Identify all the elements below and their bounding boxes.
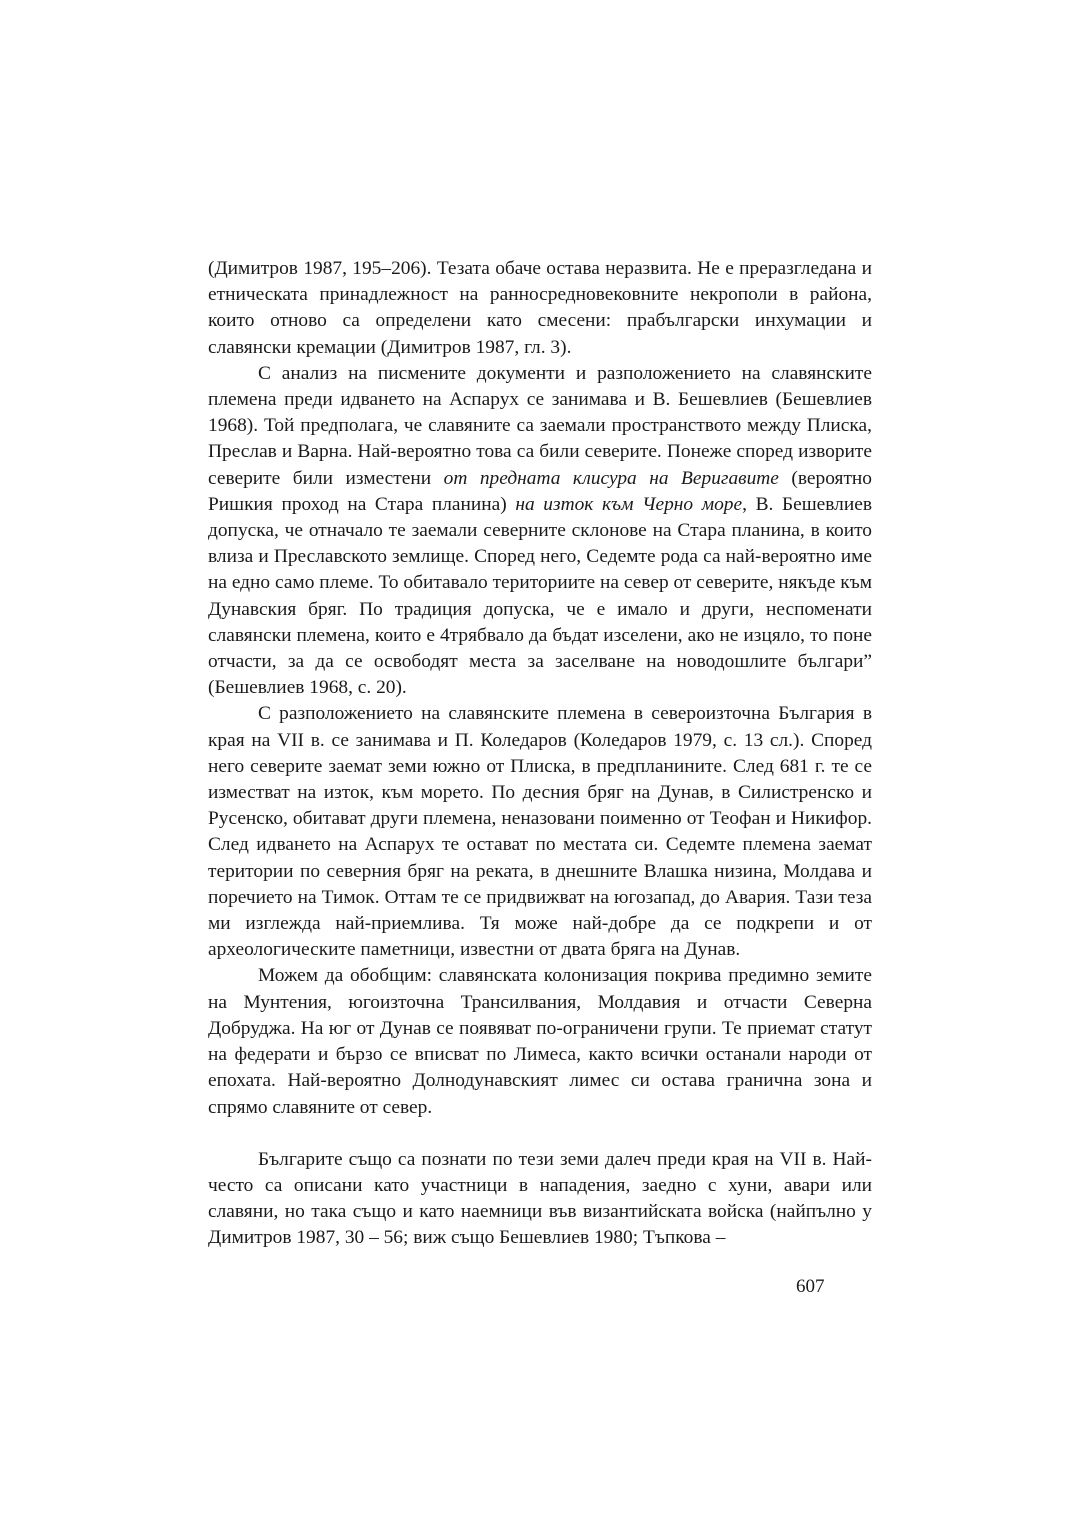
paragraph-4-text: Можем да обобщим: славянската колонизация покрива предимно земите на Мунтения, югоизточна Трансилвания, Молдавия и отчасти Северна Добруджа. На юг от Дунав се появяват по-ограничени групи. Те приемат статут на федерати и бързо се вписват по Лимеса, както всички останали народи от епохата. Най-вероятно Долнодунавският лимес си остава гранична зона и спрямо славяните от север. <box>208 965 872 1118</box>
paragraph-2-text-b: (вероятно Ришкия проход на Стара планина) <box>208 467 872 515</box>
paragraph-2-text-a: С анализ на писмените документи и разположението на славянските племена преди идването на Аспарух се занимава и В. Бешевлиев (Бешевлиев 1968). Той предполага, че славяните са заемали пространството между Плиска, Преслав и Варна. Най-вероятно това са били северите. Понеже според изворите северите били изместени <box>208 362 872 489</box>
paragraph-5 <box>208 1147 872 1252</box>
paragraph-5-text: Българите също са познати по тези земи далеч преди края на VII в. Най-често са описани като участници в нападения, заедно с хуни, авари или славяни, но така също и като наемници във византийската войска (найпълно у Димитров 1987, 30 – 56; виж също Бешевлиев 1980; Тъпкова – <box>208 1148 872 1249</box>
paragraph-3-text: С разположението на славянските племена в североизточна България в края на VII в. се занимава и П. Коледаров (Коледаров 1979, с. 13 сл.). Според него северите заемат земи южно от Плиска, в предпланините. След 681 г. те се изместват на изток, към морето. По десния бряг на Дунав, в Силистренско и Русенско, обитават други племена, неназовани поименно от Теофан и Никифор. След идването на Аспарух те остават по местата си. Седемте племена заемат територии по северния бряг на реката, в днешните Влашка низина, Молдава и поречието на Тимок. Оттам те се придвижват на югозапад, до Авария. Тази теза ми изглежда най-приемлива. Тя може най-добре да се подкрепи и от археологическите паметници, известни от двата бряга на Дунав. <box>208 703 872 961</box>
paragraph-2-text-c: , В. Бешевлиев допуска, че отначало те заемали северните склонове на Стара планина, в които влиза и Преславското землище. Според него, Седемте рода са най-вероятно име на едно само племе. То обитавало териториите на север от северите, някъде към Дунавския бряг. По традиция допуска, че е имало и други, неспоменати славянски племена, които е 4трябвало да бъдат изселени, ако не изцяло, то поне отчасти, за да се освободят места за заселване на новодошлите българи” (Бешевлиев 1968, с. 20). <box>208 493 872 699</box>
paragraph-4 <box>208 963 872 1120</box>
paragraph-1-text: (Димитров 1987, 195–206). Тезата обаче остава неразвита. Не е преразгледана и етническата принадлежност на ранносредновековните некрополи в района, които отново са определени като смесени: прабългарски инхумации и славянски кремации (Димитров 1987, гл. 3). <box>208 258 872 358</box>
paragraph-2-italic-quote-a: от предната клисура на Веригавите <box>443 467 779 489</box>
page-number: 607 <box>796 1276 825 1297</box>
section-gap <box>208 1121 872 1147</box>
page-body <box>208 256 872 1252</box>
paragraph-2 <box>208 361 872 702</box>
paragraph-3 <box>208 701 872 963</box>
paragraph-1 <box>208 256 872 361</box>
paragraph-2-italic-quote-b: на изток към Черно море <box>515 493 743 515</box>
